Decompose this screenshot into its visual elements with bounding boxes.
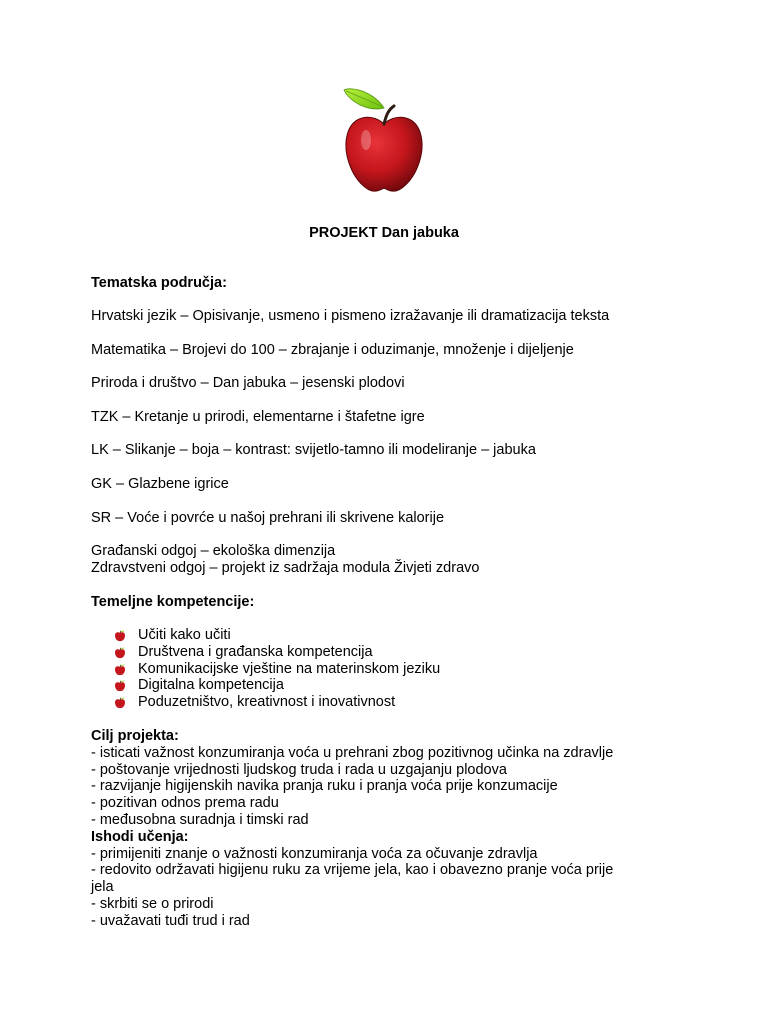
- goal-heading: Cilj projekta:: [91, 728, 179, 744]
- list-item: [112, 694, 440, 711]
- outcome-line: jela: [91, 879, 114, 896]
- goal-line: - razvijanje higijenskih navika pranja ruku i pranja voća prije konzumacije: [91, 778, 558, 795]
- outcome-line: - redovito održavati higijenu ruku za vrijeme jela, kao i obavezno pranje voća prije: [91, 862, 614, 879]
- apple-bullet-icon: [114, 630, 126, 642]
- apple-icon: [336, 84, 432, 196]
- topic-line: Hrvatski jezik – Opisivanje, usmeno i pismeno izražavanje ili dramatizacija teksta: [91, 308, 610, 324]
- competences-list: [112, 627, 440, 711]
- competence-label: Društvena i građanska kompetencija: [138, 643, 373, 660]
- goals-block: [91, 728, 613, 930]
- apple-bullet-icon: [114, 647, 126, 659]
- topic-line: Priroda i društvo – Dan jabuka – jesenski plodovi: [91, 375, 405, 391]
- goal-line: - međusobna suradnja i timski rad: [91, 811, 309, 828]
- list-item: [112, 677, 440, 694]
- competence-label: Komunikacijske vještine na materinskom jeziku: [138, 660, 441, 677]
- list-item: [112, 661, 440, 678]
- goal-line: - poštovanje vrijednosti ljudskog truda i rada u uzgajanju plodova: [91, 761, 507, 778]
- civic-line: Zdravstveni odgoj – projekt iz sadržaja modula Živjeti zdravo: [91, 560, 480, 576]
- outcome-line: - skrbiti se o prirodi: [91, 895, 214, 912]
- topic-line: TZK – Kretanje u prirodi, elementarne i štafetne igre: [91, 409, 425, 425]
- topic-line: LK – Slikanje – boja – kontrast: svijetlo-tamno ili modeliranje – jabuka: [91, 442, 536, 458]
- page-title: PROJEKT Dan jabuka: [309, 225, 459, 241]
- goal-line: - pozitivan odnos prema radu: [91, 795, 279, 812]
- competence-label: Učiti kako učiti: [138, 627, 231, 643]
- list-item: [112, 644, 440, 661]
- outcome-line: - uvažavati tuđi trud i rad: [91, 912, 250, 929]
- goal-line: - isticati važnost konzumiranja voća u prehrani zbog pozitivnog učinka na zdravlje: [91, 744, 614, 761]
- topic-line: Matematika – Brojevi do 100 – zbrajanje i oduzimanje, množenje i dijeljenje: [91, 342, 574, 358]
- competence-label: Poduzetništvo, kreativnost i inovativnost: [138, 694, 396, 711]
- outcomes-heading: Ishodi učenja:: [91, 828, 189, 845]
- apple-bullet-icon: [114, 680, 126, 692]
- topics-heading: Tematska područja:: [91, 275, 227, 291]
- outcome-line: - primijeniti znanje o važnosti konzumiranja voća za očuvanje zdravlja: [91, 845, 538, 862]
- competences-heading: Temeljne kompetencije:: [91, 594, 255, 610]
- topic-line: GK – Glazbene igrice: [91, 476, 229, 492]
- list-item: [112, 627, 440, 644]
- apple-bullet-icon: [114, 664, 126, 676]
- topic-line: SR – Voće i povrće u našoj prehrani ili skrivene kalorije: [91, 510, 445, 526]
- competence-label: Digitalna kompetencija: [138, 677, 284, 694]
- apple-bullet-icon: [114, 697, 126, 709]
- civic-line: Građanski odgoj – ekološka dimenzija: [91, 543, 336, 559]
